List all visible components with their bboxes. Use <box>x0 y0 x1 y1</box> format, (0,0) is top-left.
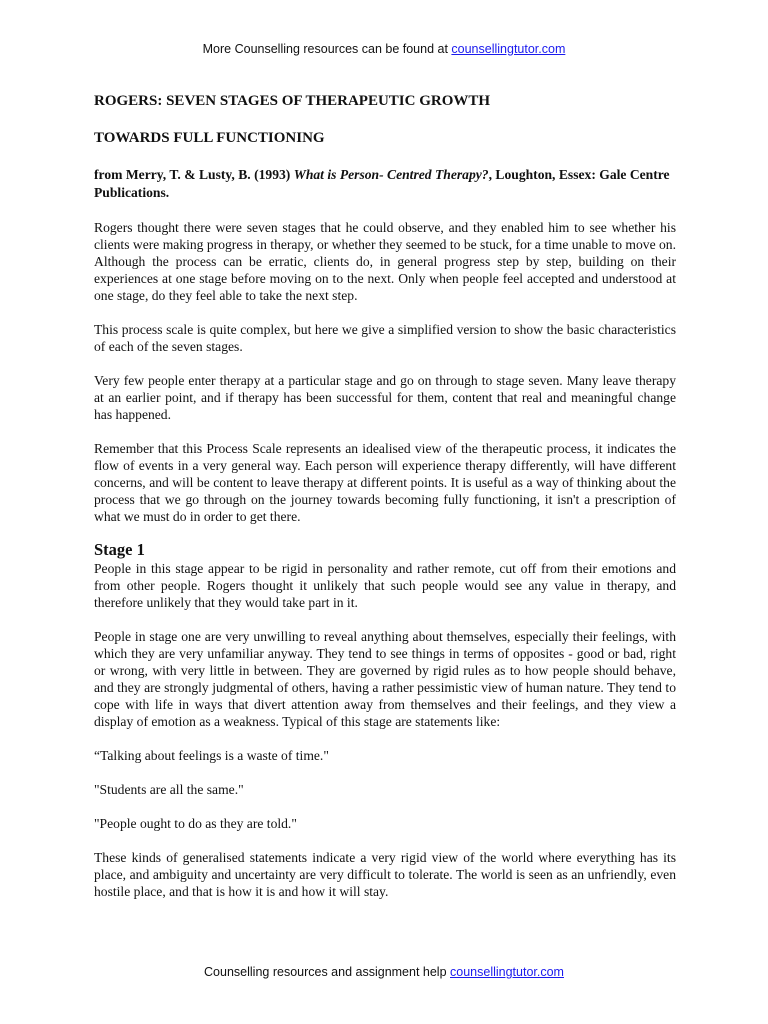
stage-1-paragraph: People in this stage appear to be rigid in personality and rather remote, cut off from their emotions and from other people. Rogers thought it unlikely that such people would see any value in therapy, and therefore unlikely that they would take part in it. <box>94 561 676 610</box>
source-citation <box>94 166 676 202</box>
source-book-title: What is Person- Centred Therapy? <box>293 167 489 182</box>
document-body <box>94 92 676 900</box>
page-footer <box>0 965 768 979</box>
header-link[interactable]: counsellingtutor.com <box>451 42 566 56</box>
page-header <box>0 42 768 56</box>
footer-text: Counselling resources and assignment help <box>204 965 451 979</box>
stage-1-paragraph: People in stage one are very unwilling to reveal anything about themselves, especially their feelings, with which they are very unfamiliar anyway. They tend to see things in terms of opposites - good or bad, right or wrong, with very little in between. They are governed by rigid rules as to how people should behave, and they are strongly judgmental of others, having a rather pessimistic view of human nature. They tend to cope with life in ways that divert attention away from themselves and their feelings, and they view a display of emotion as a weakness. Typical of this stage are statements like: <box>94 629 676 729</box>
example-quote: “Talking about feelings is a waste of time." <box>94 748 329 763</box>
document-title-line-2: TOWARDS FULL FUNCTIONING <box>94 130 325 146</box>
example-quote: "Students are all the same." <box>94 782 244 797</box>
stage-1-heading: Stage 1 <box>94 540 145 559</box>
footer-link[interactable]: counsellingtutor.com <box>450 965 564 979</box>
example-quote: "People ought to do as they are told." <box>94 816 297 831</box>
source-suffix: , Loughton, Essex: Gale Centre Publications. <box>94 167 670 200</box>
intro-paragraph: Rogers thought there were seven stages that he could observe, and they enabled him to see whether his clients were making progress in therapy, or whether they seemed to be stuck, for a time unable to move on. Although the process can be erratic, clients do, in general progress step by step, building on their experiences at one stage before moving on to the next. Only when people feel accepted and understood at one stage, do they feel able to take the next step. <box>94 220 676 303</box>
intro-paragraph: Remember that this Process Scale represents an idealised view of the therapeutic process, it indicates the flow of events in a very general way. Each person will experience therapy differently, will have different concerns, and will be content to leave therapy at different points. It is useful as a way of thinking about the process that we go through on the journey towards becoming fully functioning, it isn't a prescription of what we must do in order to get there. <box>94 441 676 524</box>
intro-paragraph: This process scale is quite complex, but here we give a simplified version to show the basic characteristics of each of the seven stages. <box>94 322 676 354</box>
header-text: More Counselling resources can be found at <box>202 42 452 56</box>
stage-1-paragraph: These kinds of generalised statements indicate a very rigid view of the world where everything has its place, and ambiguity and uncertainty are very difficult to tolerate. The world is seen as an unfriendly, even hostile place, and that is how it is and how it will stay. <box>94 850 676 899</box>
intro-paragraph: Very few people enter therapy at a particular stage and go on through to stage seven. Many leave therapy at an earlier point, and if therapy has been successful for them, content that real and meaningful change has happened. <box>94 373 676 422</box>
document-title-line-1: ROGERS: SEVEN STAGES OF THERAPEUTIC GROWTH <box>94 93 491 109</box>
source-prefix: from Merry, T. & Lusty, B. (1993) <box>94 167 294 182</box>
